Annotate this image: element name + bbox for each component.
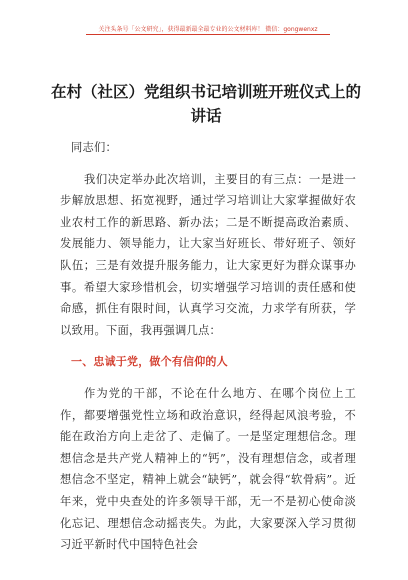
document-body bbox=[60, 137, 356, 556]
header-banner: 关注头条号「公文研究」，获得最新最全最专业的公文材料库！ 微信：gongwenxz bbox=[86, 25, 330, 35]
intro-paragraph: 我们决定举办此次培训，主要目的有三点：一是进一步解放思想、拓宽视野，通过学习培训让大家掌握做好农业农村工作的新思路、新办法；二是不断提高政治素质、发展能力、领导能力，让大家当好班长、带好班子、领好队伍；三是有效提升服务能力，让大家更好为群众谋事办事。希望大家珍惜机会，切实增强学习培训的责任感和使命感，抓住有限时间，认真学习交流，力求学有所获，学以致用。下面，我再强调几点： bbox=[60, 172, 356, 337]
section-heading: 一、忠诚于党，做个有信仰的人 bbox=[71, 355, 228, 369]
salutation: 同志们： bbox=[71, 141, 117, 154]
section-paragraph: 作为党的干部，不论在什么地方、在哪个岗位上工作，都要增强党性立场和政治意识，经得起风浪考验，不能在政治方向上走岔了、走偏了。一是坚定理想信念。理想信念是共产党人精神上的“钙”，没有理想信念，或者理想信念不坚定，精神上就会“缺钙”，就会得“软骨病”。近年来，党中央查处的许多领导干部，无一不是初心使命淡化忘记、理想信念动摇丧失。为此，大家要深入学习贯彻习近平新时代中国特色社会 bbox=[60, 386, 356, 552]
document-title: 在村（社区）党组织书记培训班开班仪式上的讲话 bbox=[50, 83, 361, 125]
